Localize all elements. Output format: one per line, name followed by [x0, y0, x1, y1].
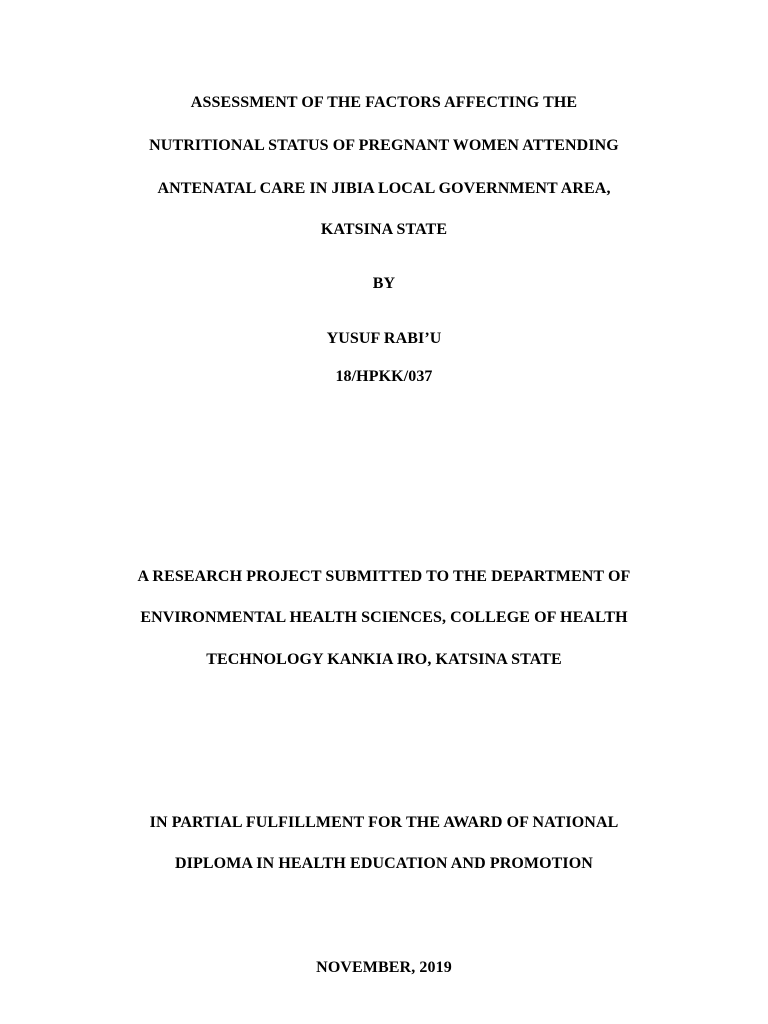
author-name: YUSUF RABI’U	[326, 330, 442, 347]
submission-line-2: ENVIRONMENTAL HEALTH SCIENCES, COLLEGE OF HEALTH	[140, 609, 628, 626]
fulfillment-line-1: IN PARTIAL FULFILLMENT FOR THE AWARD OF NATIONAL	[149, 814, 619, 831]
title-line-2: NUTRITIONAL STATUS OF PREGNANT WOMEN ATTENDING	[149, 137, 619, 154]
title-line-1: ASSESSMENT OF THE FACTORS AFFECTING THE	[190, 94, 578, 111]
title-line-3: ANTENATAL CARE IN JIBIA LOCAL GOVERNMENT AREA,	[157, 180, 611, 197]
title-line-4: KATSINA STATE	[320, 221, 448, 238]
fulfillment-line-2: DIPLOMA IN HEALTH EDUCATION AND PROMOTION	[175, 855, 593, 872]
submission-line-1: A RESEARCH PROJECT SUBMITTED TO THE DEPARTMENT OF	[137, 568, 631, 585]
author-registration-number: 18/HPKK/037	[335, 368, 433, 385]
submission-date: NOVEMBER, 2019	[316, 959, 452, 976]
by-label: BY	[372, 275, 396, 292]
submission-line-3: TECHNOLOGY KANKIA IRO, KATSINA STATE	[206, 651, 562, 668]
